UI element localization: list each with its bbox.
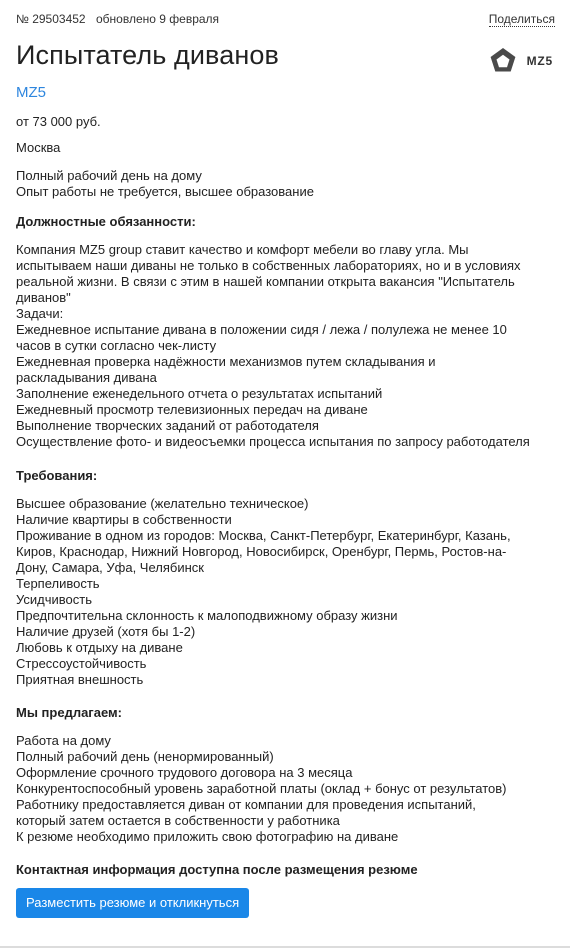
offer-line: Работа на дому [16, 733, 111, 748]
schedule-info [16, 168, 555, 200]
requirements-line: Усидчивость [16, 592, 92, 607]
salary: от 73 000 руб. [16, 114, 101, 129]
requirements-heading: Требования: [16, 468, 98, 483]
requirements-line: Наличие друзей (хотя бы 1-2) [16, 624, 196, 639]
requirements-line: Проживание в одном из городов: Москва, Санкт-Петербург, Екатеринбург, Казань, [16, 528, 511, 543]
contact-note: Контактная информация доступна после размещения резюме [16, 862, 418, 877]
duties-line: Ежедневное испытание дивана в положении сидя / лежа / полулежа не менее 10 [16, 322, 507, 337]
duties-list [16, 242, 555, 450]
duties-line: раскладывания дивана [16, 370, 157, 385]
company-row [16, 84, 555, 110]
schedule-line: Полный рабочий день на дому [16, 168, 202, 183]
company-link[interactable]: MZ5 [16, 84, 46, 101]
duties-line: испытываем наши диваны не только в собственных лабораториях, но и в условиях [16, 258, 521, 273]
offer-line: Оформление срочного трудового договора на 3 месяца [16, 765, 353, 780]
requirements-line: Любовь к отдыху на диване [16, 640, 183, 655]
pentagon-logo-icon [488, 46, 518, 76]
requirements-line: Наличие квартиры в собственности [16, 512, 232, 527]
vacancy-number: № 29503452 [16, 12, 86, 26]
experience-line: Опыт работы не требуется, высшее образование [16, 184, 314, 199]
page-title: Испытатель диванов [16, 40, 279, 70]
duties-line: Заполнение еженедельного отчета о результатах испытаний [16, 386, 383, 401]
requirements-line: Стрессоустойчивость [16, 656, 147, 671]
requirements-line: Терпеливость [16, 576, 100, 591]
requirements-line: Дону, Самара, Уфа, Челябинск [16, 560, 204, 575]
offer-list [16, 733, 555, 845]
duties-line: Осуществление фото- и видеосъемки процесса испытания по запросу работодателя [16, 434, 530, 449]
city: Москва [16, 140, 61, 155]
share-link[interactable]: Поделиться [488, 12, 555, 26]
duties-line: Задачи: [16, 306, 64, 321]
apply-button[interactable]: Разместить резюме и откликнуться [16, 888, 249, 918]
duties-line: Выполнение творческих заданий от работодателя [16, 418, 319, 433]
offer-line: К резюме необходимо приложить свою фотографию на диване [16, 829, 399, 844]
offer-line: Полный рабочий день (ненормированный) [16, 749, 274, 764]
vacancy-meta-bar [16, 0, 555, 38]
duties-line: Компания MZ5 group ставит качество и комфорт мебели во главу угла. Мы [16, 242, 469, 257]
requirements-line: Киров, Краснодар, Нижний Новгород, Новосибирск, Оренбург, Пермь, Ростов-на- [16, 544, 507, 559]
title-row [16, 38, 555, 82]
requirements-line: Предпочтительна склонность к малоподвижному образу жизни [16, 608, 398, 623]
duties-line: диванов" [16, 290, 71, 305]
requirements-list [16, 496, 555, 688]
requirements-line: Приятная внешность [16, 672, 144, 687]
duties-line: Ежедневная проверка надёжности механизмов путем складывания и [16, 354, 436, 369]
logo-text: MZ5 [526, 54, 553, 68]
offer-line: Работнику предоставляется диван от компании для проведения испытаний, [16, 797, 476, 812]
offer-heading: Мы предлагаем: [16, 705, 122, 720]
duties-heading: Должностные обязанности: [16, 214, 196, 229]
duties-line: Ежедневный просмотр телевизионных передач на диване [16, 402, 368, 417]
duties-line: реальной жизни. В связи с этим в нашей компании открыта вакансия "Испытатель [16, 274, 515, 289]
updated-date: обновлено 9 февраля [96, 12, 220, 26]
company-logo[interactable] [488, 46, 553, 76]
requirements-line: Высшее образование (желательно техническое) [16, 496, 309, 511]
offer-line: Конкурентоспособный уровень заработной платы (оклад + бонус от результатов) [16, 781, 507, 796]
offer-line: который затем остается в собственности у работника [16, 813, 340, 828]
duties-line: часов в сутки согласно чек-листу [16, 338, 217, 353]
